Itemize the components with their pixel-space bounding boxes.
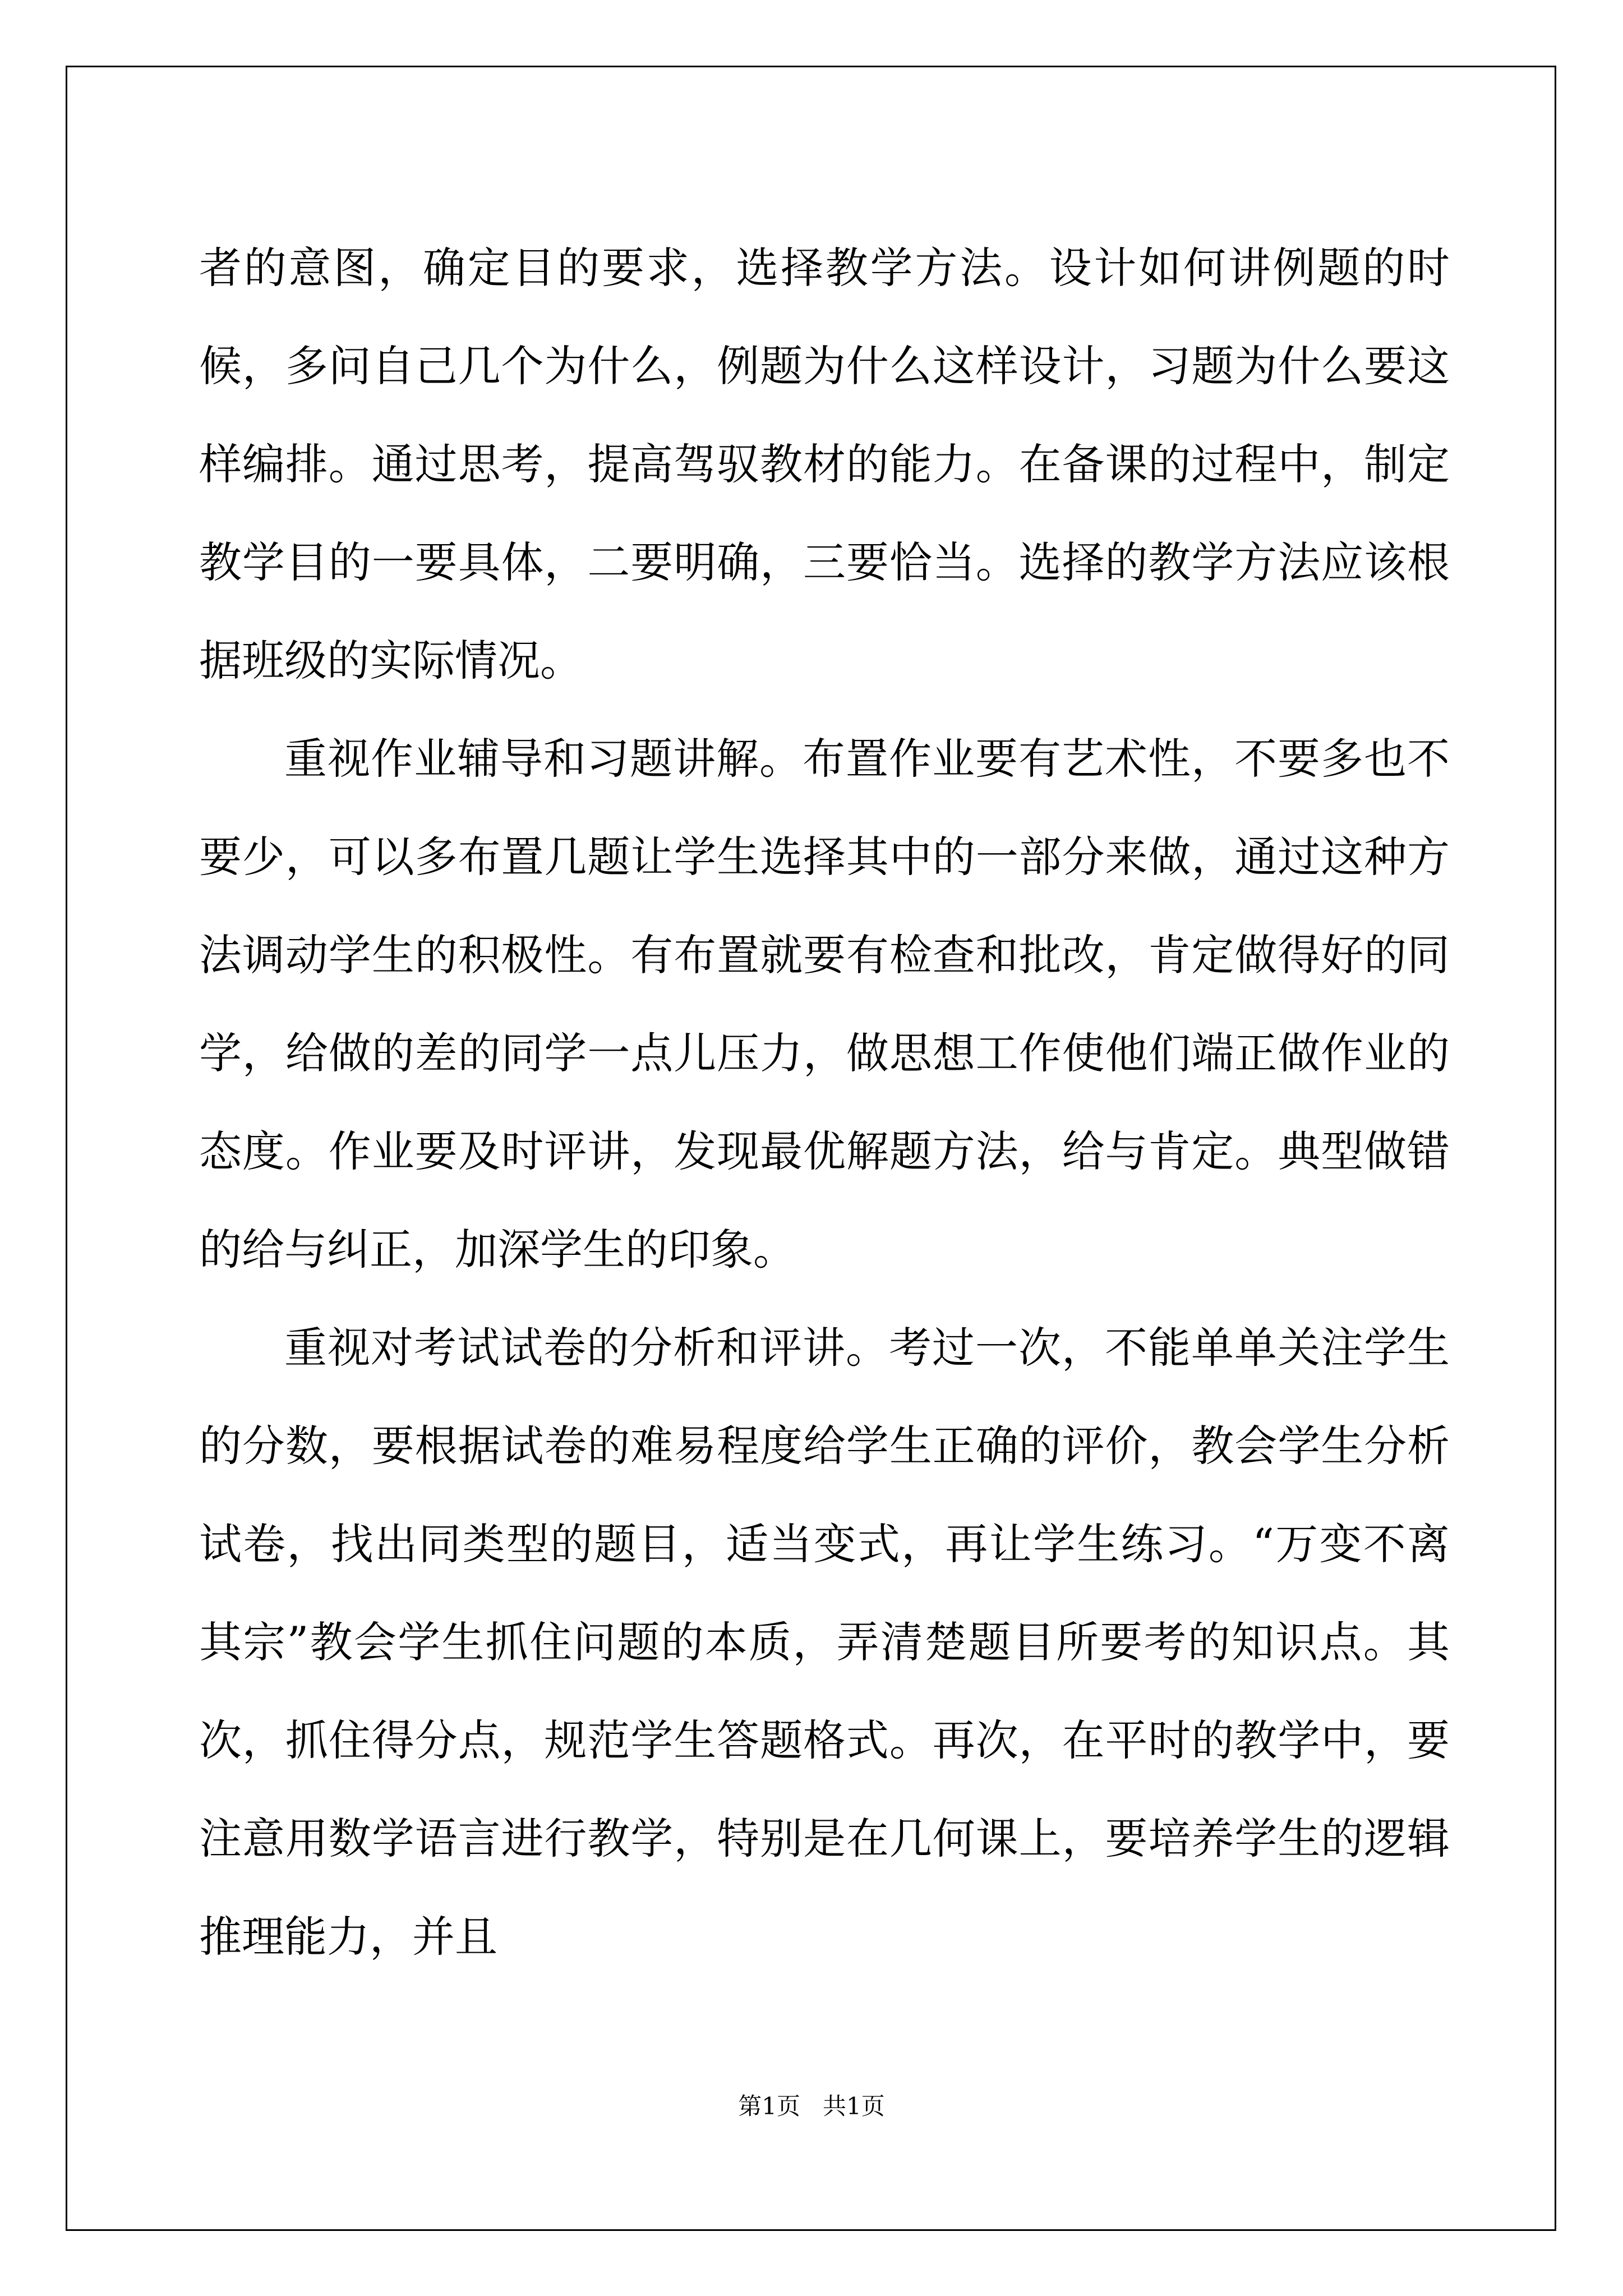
page-footer <box>0 2090 1623 2123</box>
paragraph-1: 者的意图，确定目的要求，选择教学方法。设计如何讲例题的时候，多问自己几个为什么，例题为什么这样设计，习题为什么要这样编排。通过思考，提高驾驭教材的能力。在备课的过程中，制定教学目的一要具体，二要明确，三要恰当。选择的教学方法应该根据班级的实际情况。 <box>199 243 1450 685</box>
page-total: 共1页 <box>823 2092 885 2120</box>
document-body <box>199 219 1450 1986</box>
paragraph-3: 重视对考试试卷的分析和评讲。考过一次，不能单单关注学生的分数，要根据试卷的难易程度给学生正确的评价，教会学生分析试卷，找出同类型的题目，适当变式，再让学生练习。“万变不离其宗”教会学生抓住问题的本质，弄清楚题目所要考的知识点。其次，抓住得分点，规范学生答题格式。再次，在平时的教学中，要注意用数学语言进行教学，特别是在几何课上，要培养学生的逻辑推理能力，并且 <box>199 1323 1450 1962</box>
paragraph-2: 重视作业辅导和习题讲解。布置作业要有艺术性，不要多也不要少，可以多布置几题让学生选择其中的一部分来做，通过这种方法调动学生的积极性。有布置就要有检查和批改，肯定做得好的同学，给做的差的同学一点儿压力，做思想工作使他们端正做作业的态度。作业要及时评讲，发现最优解题方法，给与肯定。典型做错的给与纠正，加深学生的印象。 <box>199 734 1450 1274</box>
page-number: 第1页 <box>738 2092 800 2120</box>
